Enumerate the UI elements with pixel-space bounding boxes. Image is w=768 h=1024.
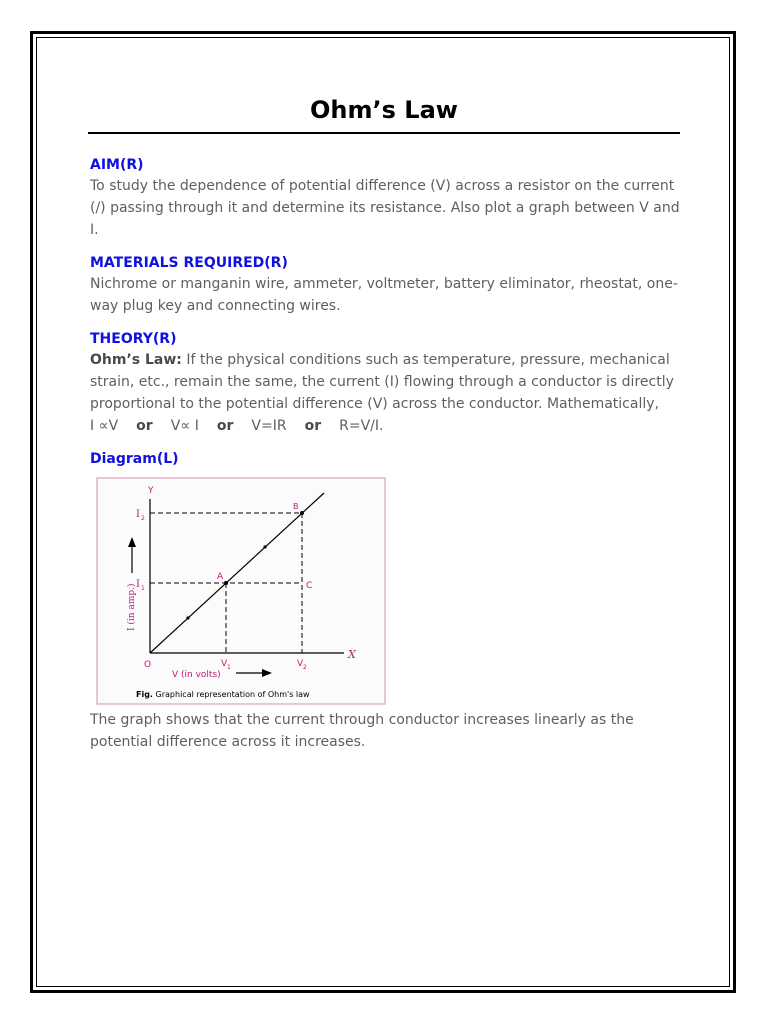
materials-heading: MATERIALS REQUIRED(R) [90,255,288,271]
x-axis-title: V (in volts) [172,670,221,680]
point-b-dot [300,511,304,515]
y-axis-label: Y [148,486,154,496]
title-underline [88,132,680,134]
v2-label: V [297,659,304,669]
point-a-label: A [217,572,224,582]
formula-r-equals-v-over-i: R=V/I. [339,418,384,434]
page-title: Ohm’s Law [310,96,458,124]
formula-proportional-v: V∝ I [170,418,199,434]
diagram-section [90,449,680,753]
v1-label: V [221,659,228,669]
theory-statement: If the physical conditions such as temperature, pressure, mechanical strain, etc., remain the same, the current (I) flowing through a conductor is directly proportional to the potential difference (V) across the conductor. Mathematically, [90,352,674,412]
mid-dot-upper [263,545,266,548]
point-b-label: B [293,502,299,511]
mid-dot-lower [186,616,189,619]
ohms-law-label: Ohm’s Law: [90,352,182,368]
v2-subscript: 2 [303,664,307,671]
i1-label: I [136,579,140,590]
figure-caption [136,690,310,699]
x-axis-label: X [348,648,356,661]
theory-section [90,329,680,437]
figure-caption-text: Graphical representation of Ohm's law [155,690,310,699]
y-axis-title: I (in amp.) [127,583,137,631]
aim-text: To study the dependence of potential difference (V) across a resistor on the current (/) passing through it and determine its resistance. Also plot a graph between V and I. [90,178,680,238]
i1-subscript: 1 [141,585,145,592]
i2-subscript: 2 [141,515,145,522]
point-a-dot [224,581,228,585]
formula-line [90,415,680,437]
document-body [90,155,680,753]
formula-or-1: or [136,418,153,434]
formula-proportional-i: I ∝V [90,418,119,434]
origin-label: O [144,660,152,670]
formula-or-2: or [216,418,234,434]
aim-heading: AIM(R) [90,157,144,173]
ohms-law-figure [96,477,394,705]
i2-label: I [136,509,140,520]
materials-section [90,253,680,317]
theory-text [90,349,680,415]
formula-v-equals-ir: V=IR [251,418,287,434]
conclusion-text: The graph shows that the current through conductor increases linearly as the potential difference across it increases. [90,712,634,750]
ohms-law-graph [96,477,386,705]
point-c-label: C [306,581,313,591]
theory-heading: THEORY(R) [90,331,177,347]
formula-or-3: or [304,418,322,434]
diagram-heading: Diagram(L) [90,451,179,467]
v1-subscript: 1 [227,664,231,671]
figure-caption-prefix: Fig. [136,690,153,699]
aim-section [90,155,680,241]
materials-text: Nichrome or manganin wire, ammeter, voltmeter, battery eliminator, rheostat, one-way plug key and connecting wires. [90,276,678,314]
